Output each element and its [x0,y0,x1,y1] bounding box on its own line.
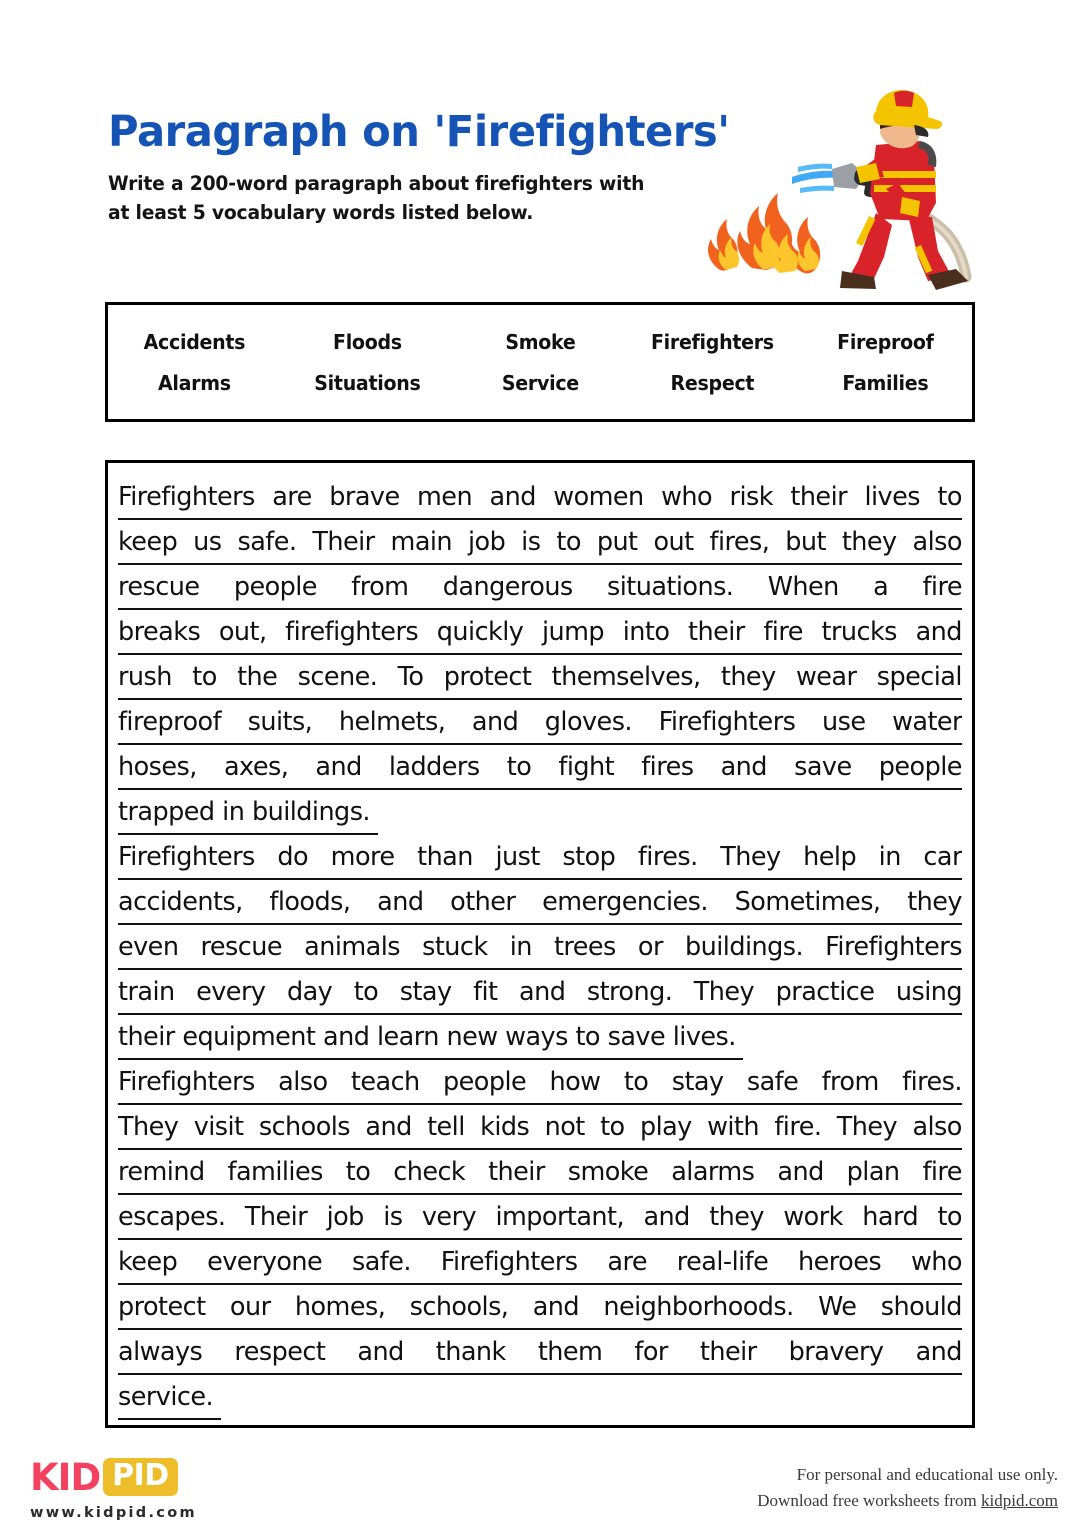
helmet-badge [894,91,914,107]
firefighter-illustration [680,85,980,290]
paragraph-line: keep us safe. Their main job is to put out fires, but they also [118,520,962,565]
paragraph-line: Firefighters are brave men and women who risk their lives to [118,475,962,520]
logo-mark [30,1456,290,1498]
paragraph-line: rescue people from dangerous situations. When a fire [118,565,962,610]
water-stream-icon [792,164,836,193]
paragraph-line: escapes. Their job is very important, and they work hard to [118,1195,962,1240]
logo-kid-text: KID [30,1455,101,1499]
page-title: Paragraph on 'Firefighters' [108,107,730,157]
logo-website-url: www.kidpid.com [30,1505,197,1521]
paragraph-line: train every day to stay fit and strong. They practice using [118,970,962,1015]
paragraph-line: fireproof suits, helmets, and gloves. Firefighters use water [118,700,962,745]
paragraph-line: accidents, floods, and other emergencies. Sometimes, they [118,880,962,925]
vocabulary-row-2 [108,371,972,395]
usage-note-line-2 [757,1488,1058,1514]
vocabulary-word: Respect [670,370,755,395]
vocabulary-word: Firefighters [651,329,775,354]
instructions-line-2: at least 5 vocabulary words listed below. [108,201,534,225]
paragraph-answer-box [105,460,975,1428]
kidpid-logo [30,1456,290,1521]
paragraph-line: protect our homes, schools, and neighborhoods. We should [118,1285,962,1330]
paragraph-line: even rescue animals stuck in trees or buildings. Firefighters [118,925,962,970]
usage-note [757,1462,1058,1515]
flames-icon [708,193,820,273]
vocabulary-word: Service [501,370,579,395]
logo-pid-text: PID [103,1458,178,1496]
paragraph-text [118,475,962,1420]
paragraph-line: keep everyone safe. Firefighters are real-life heroes who [118,1240,962,1285]
vocabulary-word: Accidents [143,329,246,354]
vocabulary-word: Alarms [157,370,231,395]
vocabulary-word: Smoke [504,329,576,354]
download-text: Download free worksheets from [757,1491,982,1511]
paragraph-line: remind families to check their smoke alarms and plan fire [118,1150,962,1195]
instructions-line-1: Write a 200-word paragraph about firefighters with [108,172,645,196]
vocabulary-word-bank [105,302,975,422]
kidpid-link[interactable]: kidpid.com [981,1491,1058,1511]
usage-note-line-1: For personal and educational use only. [796,1465,1058,1484]
vocabulary-word: Floods [332,329,402,354]
instructions [108,169,665,228]
paragraph-line: rush to the scene. To protect themselves, they wear special [118,655,962,700]
worksheet-header [108,107,730,228]
paragraph-line: their equipment and learn new ways to save lives. [118,1015,743,1060]
vocabulary-word: Families [842,370,929,395]
vocabulary-row-1 [108,330,972,354]
vocabulary-word: Fireproof [837,329,934,354]
paragraph-line: hoses, axes, and ladders to fight fires and save people [118,745,962,790]
paragraph-line: always respect and thank them for their bravery and [118,1330,962,1375]
paragraph-line: Firefighters also teach people how to stay safe from fires. [118,1060,962,1105]
paragraph-line: trapped in buildings. [118,790,378,835]
vocabulary-word: Situations [314,370,421,395]
paragraph-line: They visit schools and tell kids not to play with fire. They also [118,1105,962,1150]
paragraph-line: breaks out, firefighters quickly jump into their fire trucks and [118,610,962,655]
paragraph-line: service. [118,1375,221,1420]
paragraph-line: Firefighters do more than just stop fires. They help in car [118,835,962,880]
